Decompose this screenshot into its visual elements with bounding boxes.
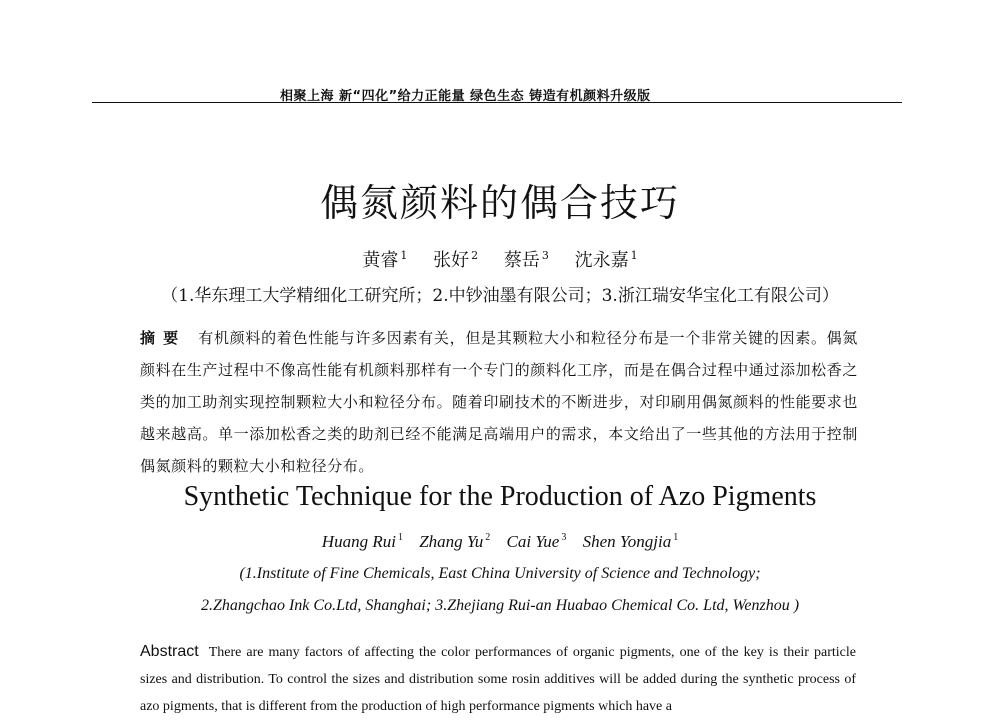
author-cn: 黄睿 $^1$ [362,249,408,271]
authors-cn [0,246,1000,272]
header-rule [92,102,902,103]
author-cn: 蔡岳 $^3$ [503,249,549,271]
author-en: Huang Rui $^1$ [321,532,403,551]
abstract-en-text: There are many factors of affecting the color performances of organic pigments, one of the key is their particle sizes and distribution. To control the sizes and distribution some rosin additives will be added during the synthetic process of azo pigments, that is different from the production of high performance pigments which have a [140,645,856,714]
author-en: Cai Yue $^3$ [506,532,567,551]
abstract-cn-label: 摘要 [140,329,187,347]
paper-title-cn: 偶氮颜料的偶合技巧 [319,181,680,225]
abstract-cn-text: 有机颜料的着色性能与许多因素有关，但是其颗粒大小和粒径分布是一个非常关键的因素。偶氮颜料在生产过程中不像高性能有机颜料那样有一个专门的颜料化工序，而是在偶合过程中通过添加松香之类的加工助剂实现控制颗粒大小和粒径分布。随着印刷技术的不断进步，对印刷用偶氮颜料的性能要求也越来越高。单一添加松香之类的助剂已经不能满足高端用户的需求，本文给出了一些其他的方法用于控制偶氮颜料的颗粒大小和粒径分布。 [140,329,858,475]
author-en: Shen Yongjia $^1$ [582,532,679,551]
abstract-cn [140,322,858,482]
affiliations-cn: （1.华东理工大学精细化工研究所；2.中钞油墨有限公司；3.浙江瑞安华宝化工有限公司） [161,286,839,306]
author-cn: 沈永嘉 $^1$ [574,249,638,271]
paper-title-en: Synthetic Technique for the Production of Azo Pigments [183,481,817,512]
affiliations-en-line1: (1.Institute of Fine Chemicals, East China University of Science and Technology; [239,565,761,582]
running-header: 相聚上海 新“四化”给力正能量 绿色生态 铸造有机颜料升级版 [280,89,651,104]
author-en: Zhang Yu $^2$ [419,532,491,551]
author-cn: 张好 $^2$ [433,249,479,271]
affiliations-en-line2: 2.Zhangchao Ink Co.Ltd, Shanghai; 3.Zhejiang Rui-an Huabao Chemical Co. Ltd, Wenzhou ) [200,597,800,614]
authors-en [0,532,1000,552]
abstract-en [140,638,856,720]
abstract-en-label: Abstract [140,643,199,660]
